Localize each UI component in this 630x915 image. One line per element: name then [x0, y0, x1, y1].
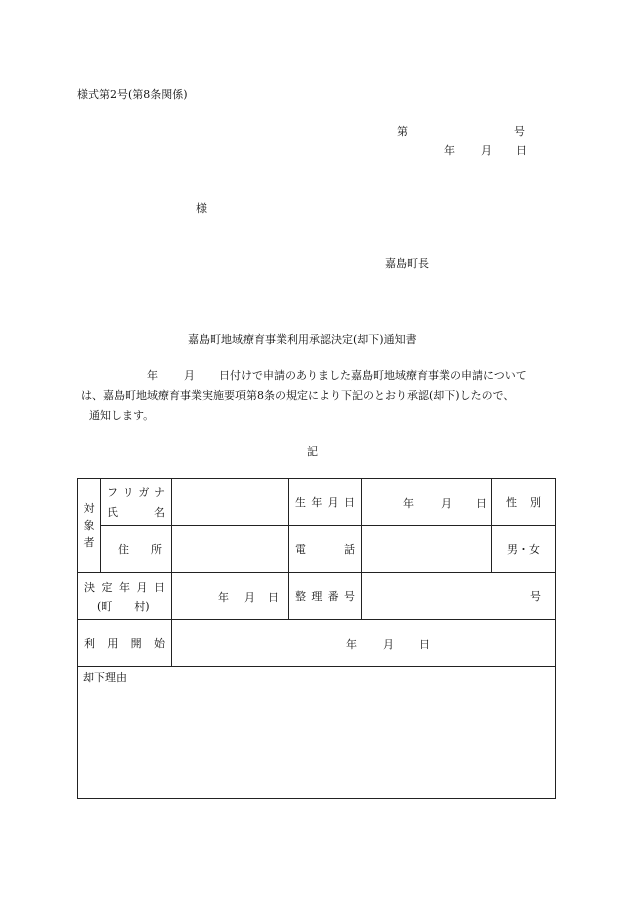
decision-date-label-cell	[78, 573, 172, 620]
body-month: 月	[184, 369, 195, 382]
decision-date-label: 決 定 年 月 日	[84, 580, 165, 594]
address-field[interactable]	[172, 526, 289, 573]
number-suffix: 号	[530, 590, 541, 603]
usage-start-label-cell	[78, 620, 172, 667]
usage-start-date-field[interactable]: 年 月 日	[172, 620, 556, 667]
body-line-1-text: 日付けで申請のありました嘉島町地域療育事業の申請について	[219, 369, 527, 382]
name-field[interactable]	[172, 479, 289, 526]
name-label: 氏 名	[107, 506, 165, 519]
body-line-2: は、嘉島町地域療育事業実施要項第8条の規定により下記のとおり承認(却下)したので、	[81, 389, 515, 402]
phone-label-cell	[289, 526, 362, 573]
usage-start-label: 利 用 開 始	[84, 637, 165, 650]
body-year: 年	[147, 369, 158, 382]
document-title: 嘉島町地域療育事業利用承認決定(却下)通知書	[188, 333, 417, 346]
ki-note-heading: 記	[307, 445, 318, 458]
furigana-label: フ リ ガ ナ	[107, 486, 165, 499]
addressee-honorific: 様	[196, 202, 207, 215]
registration-number-label-cell	[289, 573, 362, 620]
gender-label: 性 別	[506, 496, 541, 509]
furigana-name-label-cell	[101, 479, 172, 526]
address-label: 住 所	[118, 543, 162, 556]
address-label-cell	[101, 526, 172, 573]
phone-label: 電 話	[295, 543, 355, 556]
document-number-prefix: 第	[397, 125, 408, 138]
registration-number-field[interactable]	[362, 573, 556, 620]
birthdate-label: 生 年 月 日	[295, 496, 355, 509]
gender-label-cell	[492, 479, 556, 526]
subject-label: 対 象 者	[83, 502, 95, 549]
applicant-info-table	[77, 478, 556, 799]
document-number-suffix: 号	[514, 125, 525, 138]
issue-date-month: 月	[481, 144, 492, 157]
issuer-name: 嘉島町長	[385, 257, 429, 270]
phone-field[interactable]	[362, 526, 492, 573]
rejection-reason-label: 却下理由	[83, 671, 127, 684]
registration-number-label: 整 理 番 号	[295, 590, 355, 603]
town-village-label: (町 村)	[97, 599, 150, 613]
issue-date-day: 日	[516, 144, 527, 157]
issue-date-year: 年	[444, 144, 455, 157]
birthdate-field[interactable]: 年 月 日	[362, 479, 492, 526]
body-line-3: 通知します。	[89, 409, 155, 422]
form-number: 様式第2号(第8条関係)	[77, 88, 188, 101]
body-line-1	[147, 367, 527, 383]
gender-field[interactable]: 男・女	[492, 526, 556, 573]
rejection-reason-field[interactable]	[78, 667, 556, 799]
decision-date-field[interactable]: 年 月 日	[172, 573, 289, 620]
birthdate-label-cell	[289, 479, 362, 526]
subject-label-cell	[78, 479, 101, 573]
